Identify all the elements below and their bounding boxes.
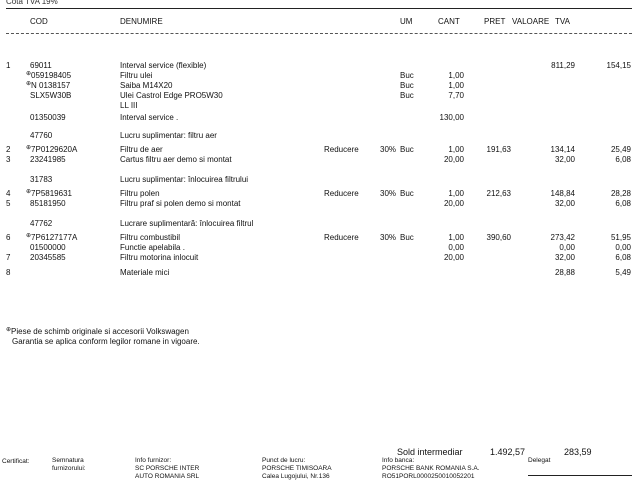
cell-val: 32,00	[554, 155, 575, 164]
cell-tva: 0,00	[615, 243, 631, 252]
cell-nr: 5	[6, 199, 11, 208]
cell-cant: 0,00	[448, 243, 464, 252]
note-line-2: Garantia se aplica conform legilor romane in vigoare.	[12, 337, 200, 346]
header-bottom-rule	[6, 33, 632, 34]
cell-val: 28,88	[554, 268, 575, 277]
cell-um: Buc	[400, 91, 414, 100]
cell-cant: 20,00	[443, 253, 464, 262]
cell-cod: 01500000	[30, 243, 66, 252]
cell-den: Materiale mici	[120, 268, 170, 277]
original-part-mark: ⊕	[26, 189, 32, 195]
cell-den: Filtru polen	[120, 189, 160, 198]
original-part-mark: ⊕	[26, 145, 32, 151]
vat-rate-note: Cota TVA 19%	[6, 0, 58, 6]
cell-val: 148,84	[550, 189, 575, 198]
bank-name: PORSCHE BANK ROMANIA S.A.	[382, 465, 480, 472]
cell-cod: 01350039	[30, 113, 66, 122]
cell-cant: 1,00	[448, 81, 464, 90]
cell-den: Lucru suplimentar: înlocuirea filtrului	[120, 175, 249, 184]
cell-cod: ⊕7P0129620A	[26, 145, 78, 154]
cell-red: Reducere	[324, 145, 359, 154]
cell-cod: SLX5W30B	[30, 91, 72, 100]
cell-nr: 2	[6, 145, 11, 154]
subtotal-label: Sold intermediar	[397, 447, 463, 457]
cell-red: Reducere	[324, 233, 359, 242]
cell-cod: 47762	[30, 219, 53, 228]
cell-cod: ⊕7P6127177A	[26, 233, 78, 242]
cell-um: Buc	[400, 71, 414, 80]
col-tva: TVA	[555, 17, 570, 26]
cell-nr: 3	[6, 155, 11, 164]
header-top-rule	[6, 8, 632, 9]
cell-val: 32,00	[554, 253, 575, 262]
cell-cod: 23241985	[30, 155, 66, 164]
supplier-name-2: AUTO ROMANIA SRL	[135, 473, 200, 480]
cell-nr: 7	[6, 253, 11, 262]
col-um: UM	[400, 17, 413, 26]
col-cant: CANT	[438, 17, 460, 26]
cell-den: Filtru motorina inlocuit	[120, 253, 199, 262]
cell-nr: 8	[6, 268, 11, 277]
cell-cant: 1,00	[448, 189, 464, 198]
cell-den: Interval service .	[120, 113, 179, 122]
cell-den: Interval service (flexible)	[120, 61, 207, 70]
cell-um: Buc	[400, 189, 414, 198]
cell-pct: 30%	[380, 233, 397, 242]
cell-val: 134,14	[550, 145, 575, 154]
delegate-signature-line	[528, 475, 632, 476]
cell-red: Reducere	[324, 189, 359, 198]
cell-tva: 154,15	[606, 61, 631, 70]
original-part-mark: ⊕	[26, 233, 32, 239]
cell-cant: 20,00	[443, 199, 464, 208]
cell-cod: 47760	[30, 131, 53, 140]
cell-tva: 28,28	[610, 189, 631, 198]
cell-pret: 191,63	[486, 145, 511, 154]
cell-tva: 6,08	[615, 253, 631, 262]
cell-den: Filtru de aer	[120, 145, 163, 154]
supplier-name-1: SC PORSCHE INTER	[135, 465, 200, 472]
bank-iban: RO51PORL0000250010052201	[382, 473, 475, 480]
cell-pret: 212,63	[486, 189, 511, 198]
cell-nr: 6	[6, 233, 11, 242]
col-cod: COD	[30, 17, 48, 26]
cell-cant: 130,00	[439, 113, 464, 122]
cell-cod: 85181950	[30, 199, 66, 208]
original-part-mark: ⊕	[26, 81, 32, 87]
cell-cant: 1,00	[448, 71, 464, 80]
certificat-label: Certificat:	[2, 458, 30, 465]
cell-den: LL III	[120, 101, 138, 110]
cell-tva: 6,08	[615, 155, 631, 164]
cell-cod: ⊕N 0138157	[26, 81, 71, 90]
cell-pct: 30%	[380, 145, 397, 154]
cell-cant: 1,00	[448, 233, 464, 242]
supplier-signature-label: furnizorului:	[52, 465, 86, 472]
cell-den: Lucrare suplimentară: înlocuirea filtrul	[120, 219, 254, 228]
col-valoare: VALOARE	[512, 17, 550, 26]
note-line-1: ⊕Piese de schimb originale si accesorii Volkswagen	[6, 327, 189, 336]
cell-pct: 30%	[380, 189, 397, 198]
subtotal-tva: 283,59	[564, 447, 592, 457]
cell-val: 32,00	[554, 199, 575, 208]
cell-cant: 7,70	[448, 91, 464, 100]
cell-den: Ulei Castrol Edge PRO5W30	[120, 91, 223, 100]
workplace-label: Punct de lucru:	[262, 457, 306, 464]
workplace-address: Calea Lugojului, Nr.136	[262, 473, 330, 480]
cell-den: Filtru ulei	[120, 71, 153, 80]
cell-cod: 31783	[30, 175, 53, 184]
cell-val: 273,42	[550, 233, 575, 242]
original-part-mark: ⊕	[26, 71, 32, 77]
cell-um: Buc	[400, 145, 414, 154]
cell-den: Filtru praf si polen demo si montat	[120, 199, 241, 208]
cell-tva: 6,08	[615, 199, 631, 208]
cell-cod: 69011	[30, 61, 52, 70]
cell-val: 811,29	[551, 61, 575, 70]
cell-um: Buc	[400, 233, 414, 242]
delegate-label: Delegat	[528, 457, 551, 464]
workplace-name: PORSCHE TIMISOARA	[262, 465, 332, 472]
cell-cod: 20345585	[30, 253, 66, 262]
cell-den: Saiba M14X20	[120, 81, 173, 90]
cell-cant: 1,00	[448, 145, 464, 154]
col-pret: PRET	[484, 17, 506, 26]
cell-den: Functie apelabila .	[120, 243, 185, 252]
cell-tva: 5,49	[615, 268, 631, 277]
signature-label: Semnatura	[52, 457, 84, 464]
cell-nr: 1	[6, 61, 11, 70]
cell-um: Buc	[400, 81, 414, 90]
cell-cod: ⊕7P5819631	[26, 189, 72, 198]
supplier-info-label: Info furnizor:	[135, 457, 172, 464]
col-denumire: DENUMIRE	[120, 17, 163, 26]
cell-pret: 390,60	[486, 233, 511, 242]
cell-den: Lucru suplimentar: filtru aer	[120, 131, 217, 140]
cell-tva: 25,49	[610, 145, 631, 154]
subtotal-value: 1.492,57	[490, 447, 526, 457]
cell-cod: ⊕059198405	[26, 71, 72, 80]
cell-den: Filtru combustibil	[120, 233, 181, 242]
bank-info-label: Info banca:	[382, 457, 415, 464]
cell-cant: 20,00	[443, 155, 464, 164]
cell-tva: 51,95	[610, 233, 631, 242]
cell-nr: 4	[6, 189, 11, 198]
cell-val: 0,00	[559, 243, 575, 252]
cell-den: Cartus filtru aer demo si montat	[120, 155, 232, 164]
